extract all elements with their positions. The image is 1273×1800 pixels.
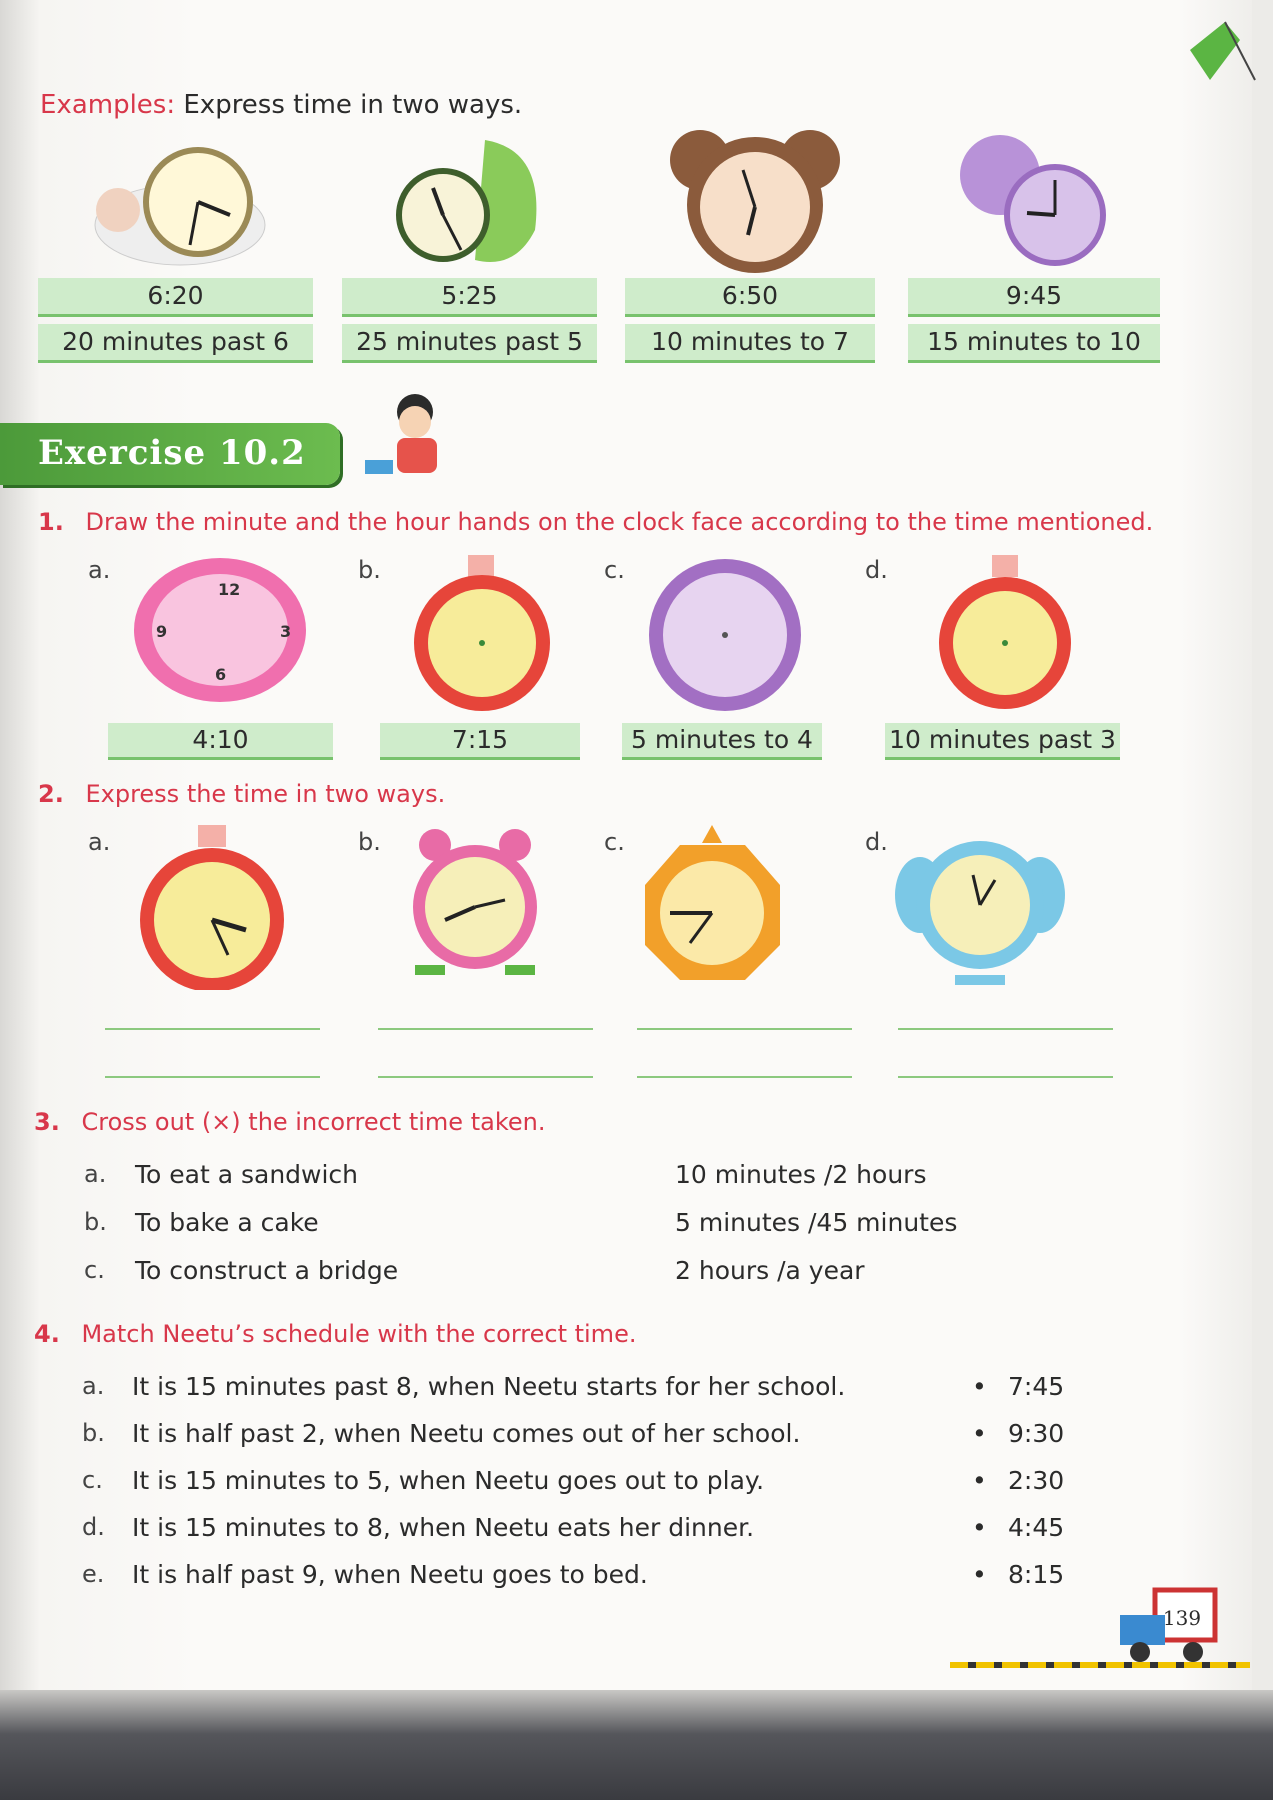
- q3-options: 2 hours /a year: [675, 1256, 865, 1285]
- example-words-time: 20 minutes past 6: [38, 324, 313, 363]
- svg-text:9: 9: [156, 622, 168, 641]
- bullet-dot-icon: •: [972, 1372, 987, 1401]
- svg-text:6: 6: [215, 665, 227, 684]
- q2-item-letter: d.: [865, 828, 888, 856]
- q4-time: 7:45: [1008, 1372, 1065, 1401]
- q2-answer-line: [637, 1028, 852, 1030]
- q1-number: 1.: [38, 508, 64, 536]
- q4-sentence: It is 15 minutes to 5, when Neetu goes out to play.: [132, 1466, 765, 1495]
- q4-time: 8:15: [1008, 1560, 1065, 1589]
- q3-text: Cross out (×) the incorrect time taken.: [81, 1108, 546, 1136]
- page-number: 139: [1162, 1606, 1202, 1630]
- bullet-dot-icon: •: [972, 1419, 987, 1448]
- q1-text: Draw the minute and the hour hands on the clock face according to the time mentioned.: [85, 508, 1154, 536]
- q2-answer-line: [105, 1076, 320, 1078]
- dragon-clock-image: [385, 130, 565, 270]
- q2-answer-line: [898, 1076, 1113, 1078]
- q4-sentence: It is 15 minutes past 8, when Neetu starts for her school.: [132, 1372, 846, 1401]
- q1-time-box: 5 minutes to 4: [622, 723, 822, 760]
- svg-text:12: 12: [218, 580, 241, 599]
- q3-options: 5 minutes /45 minutes: [675, 1208, 958, 1237]
- q2-item-letter: a.: [88, 828, 111, 856]
- purple-round-clock: [645, 555, 805, 715]
- orange-octagon-clock: [640, 825, 785, 990]
- q1-item-letter: a.: [88, 556, 111, 584]
- q1-item-letter: d.: [865, 556, 888, 584]
- q2-answer-line: [105, 1028, 320, 1030]
- examples-heading: [40, 90, 522, 120]
- q3-item-letter: a.: [84, 1160, 107, 1188]
- q4-time: 4:45: [1008, 1513, 1065, 1542]
- q4-number: 4.: [34, 1320, 60, 1348]
- q3-heading: [34, 1108, 545, 1136]
- q1-time-box: 10 minutes past 3: [885, 723, 1120, 760]
- q3-task: To bake a cake: [135, 1208, 319, 1237]
- q4-heading: [34, 1320, 636, 1348]
- red-flower-clock-d: [935, 555, 1075, 715]
- q1-time-box: 7:15: [380, 723, 580, 760]
- q4-sentence: It is 15 minutes to 8, when Neetu eats her dinner.: [132, 1513, 755, 1542]
- q4-sentence: It is half past 9, when Neetu goes to bed.: [132, 1560, 648, 1589]
- track-decoration: [950, 1662, 1250, 1668]
- sheep-clock-image: [80, 140, 280, 270]
- example-digital-time: 6:50: [625, 278, 875, 317]
- examples-label: Examples:: [40, 90, 176, 120]
- q4-text: Match Neetu’s schedule with the correct time.: [81, 1320, 637, 1348]
- q4-item-letter: b.: [82, 1419, 105, 1447]
- q2-item-letter: c.: [604, 828, 625, 856]
- q4-item-letter: c.: [82, 1466, 103, 1494]
- q4-sentence: It is half past 2, when Neetu comes out of her school.: [132, 1419, 801, 1448]
- q2-number: 2.: [38, 780, 64, 808]
- girl-illustration: [355, 390, 465, 490]
- q2-heading: [38, 780, 445, 808]
- pink-alarm-clock: [405, 825, 545, 985]
- q1-item-letter: c.: [604, 556, 625, 584]
- q4-item-letter: e.: [82, 1560, 105, 1588]
- blue-elephant-clock: [895, 825, 1065, 990]
- q2-answer-line: [378, 1076, 593, 1078]
- q2-answer-line: [378, 1028, 593, 1030]
- snail-clock-image: [955, 130, 1115, 270]
- exercise-banner: [0, 423, 340, 485]
- example-words-time: 10 minutes to 7: [625, 324, 875, 363]
- q4-time: 2:30: [1008, 1466, 1065, 1495]
- page-bottom-shadow: [0, 1690, 1273, 1800]
- example-words-time: 15 minutes to 10: [908, 324, 1160, 363]
- pink-oval-clock: [130, 555, 310, 705]
- q1-heading: [38, 508, 1153, 536]
- q2-answer-line: [637, 1076, 852, 1078]
- q3-number: 3.: [34, 1108, 60, 1136]
- q3-item-letter: c.: [84, 1256, 105, 1284]
- bear-clock-image: [660, 125, 850, 275]
- q4-item-letter: d.: [82, 1513, 105, 1541]
- q2-item-letter: b.: [358, 828, 381, 856]
- q3-item-letter: b.: [84, 1208, 107, 1236]
- bullet-dot-icon: •: [972, 1560, 987, 1589]
- example-words-time: 25 minutes past 5: [342, 324, 597, 363]
- q4-time: 9:30: [1008, 1419, 1065, 1448]
- bullet-dot-icon: •: [972, 1513, 987, 1542]
- exercise-title: Exercise 10.2: [38, 433, 306, 473]
- q3-options: 10 minutes /2 hours: [675, 1160, 927, 1189]
- examples-instruction: Express time in two ways.: [183, 90, 523, 120]
- example-digital-time: 5:25: [342, 278, 597, 317]
- flag-icon: [1180, 10, 1260, 90]
- q3-task: To eat a sandwich: [135, 1160, 359, 1189]
- q2-text: Express the time in two ways.: [85, 780, 446, 808]
- red-flower-clock-q2a: [128, 825, 298, 990]
- example-digital-time: 6:20: [38, 278, 313, 317]
- svg-text:3: 3: [280, 622, 292, 641]
- bullet-dot-icon: •: [972, 1466, 987, 1495]
- q1-item-letter: b.: [358, 556, 381, 584]
- example-digital-time: 9:45: [908, 278, 1160, 317]
- red-flower-clock-b: [410, 555, 555, 715]
- q2-answer-line: [898, 1028, 1113, 1030]
- q4-item-letter: a.: [82, 1372, 105, 1400]
- q3-task: To construct a bridge: [135, 1256, 399, 1285]
- q1-time-box: 4:10: [108, 723, 333, 760]
